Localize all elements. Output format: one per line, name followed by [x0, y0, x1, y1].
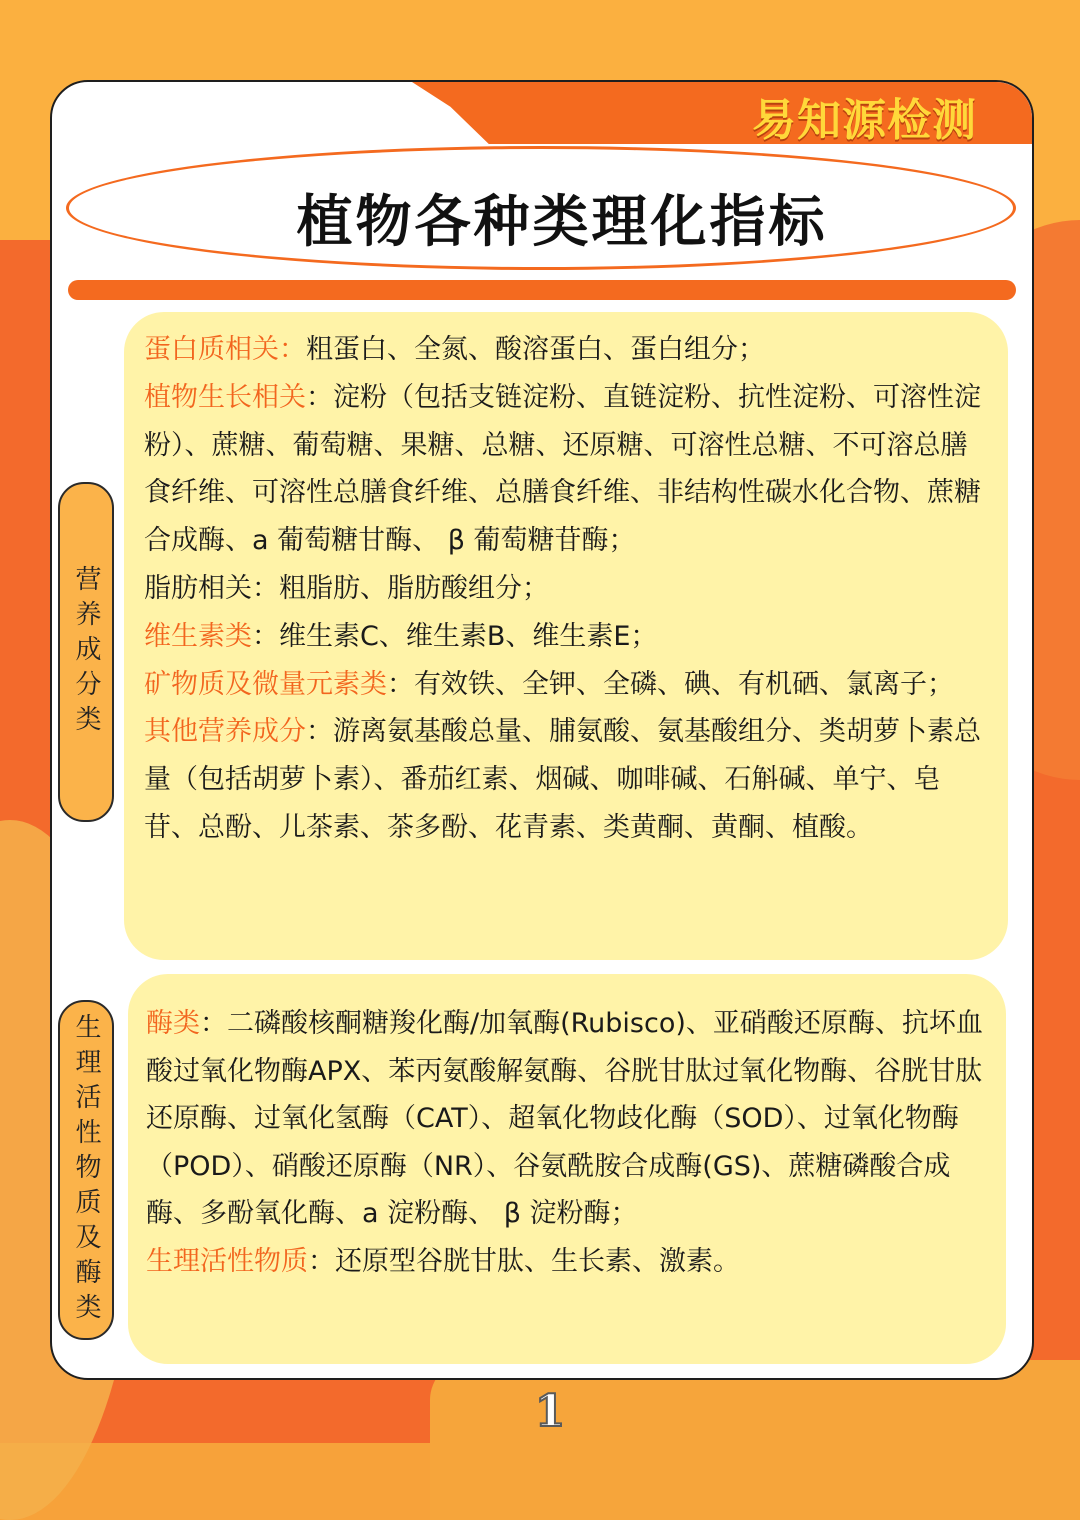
page-number: 1	[534, 1386, 566, 1437]
item-value: 粗蛋白、全氮、酸溶蛋白、蛋白组分；	[306, 334, 765, 365]
item-value: ：淀粉（包括支链淀粉、直链淀粉、抗性淀粉、可溶性淀粉）、蔗糖、葡萄糖、果糖、总糖、还原糖、可溶性总糖、不可溶总膳食纤维、可溶性总膳食纤维、总膳食纤维、非结构性碳水化合物、蔗糖合成酶、a 葡萄糖甘酶、 β 葡萄糖苷酶；	[144, 381, 981, 557]
page-title: 植物各种类理化指标	[296, 190, 828, 255]
item-growth	[144, 374, 988, 565]
section-label-nutrition	[58, 482, 114, 822]
background-bottom	[430, 1360, 1080, 1520]
item-key: 蛋白质相关：	[144, 334, 306, 365]
item-key: 矿物质及微量元素类	[144, 668, 387, 700]
item-bioactive-substances	[146, 1238, 988, 1286]
item-vitamin	[144, 613, 988, 661]
item-key: 酶类	[146, 1008, 200, 1039]
section-panel-bioactive	[128, 974, 1006, 1364]
item-key: 生理活性物质	[146, 1245, 308, 1277]
item-key: 其他营养成分	[144, 716, 306, 748]
section-panel-nutrition	[124, 312, 1008, 960]
section-label-bioactive	[58, 1000, 114, 1340]
item-value: ：有效铁、全钾、全磷、碘、有机硒、氯离子；	[387, 668, 954, 700]
section-label-text: 生理活性物质及酶类	[71, 1012, 101, 1328]
item-value: ：二磷酸核酮糖羧化酶/加氧酶(Rubisco)、亚硝酸还原酶、抗坏血酸过氧化物酶APX、苯丙氨酸解氨酶、谷胱甘肽过氧化物酶、谷胱甘肽还原酶、过氧化氢酶（CAT）、超氧化物歧化酶（SOD）、过氧化物酶（POD）、硝酸还原酶（NR）、谷氨酰胺合成酶(GS)、蔗糖磷酸合成酶、多酚氧化酶、a 淀粉酶、 β 淀粉酶；	[146, 1008, 983, 1230]
item-minerals	[144, 661, 988, 709]
item-value: ：还原型谷胱甘肽、生长素、激素。	[308, 1245, 740, 1277]
item-key: 植物生长相关	[144, 381, 306, 413]
item-protein	[144, 326, 988, 374]
item-value: ：维生素C、维生素B、维生素E；	[252, 620, 658, 652]
item-value: 脂肪相关：粗脂肪、脂肪酸组分；	[144, 572, 549, 604]
item-fat	[144, 565, 988, 613]
section-label-text: 营养成分类	[71, 564, 101, 740]
item-key: 维生素类	[144, 620, 252, 652]
item-enzymes	[146, 1000, 988, 1238]
item-other-nutrients	[144, 708, 988, 851]
title-divider	[68, 280, 1016, 300]
item-value: ：游离氨基酸总量、脯氨酸、氨基酸组分、类胡萝卜素总量（包括胡萝卜素）、番茄红素、烟碱、咖啡碱、石斛碱、单宁、皂苷、总酚、儿茶素、茶多酚、花青素、类黄酮、黄酮、植酸。	[144, 716, 981, 843]
brand-name: 易知源检测	[752, 95, 977, 146]
content-card	[50, 80, 1034, 1380]
